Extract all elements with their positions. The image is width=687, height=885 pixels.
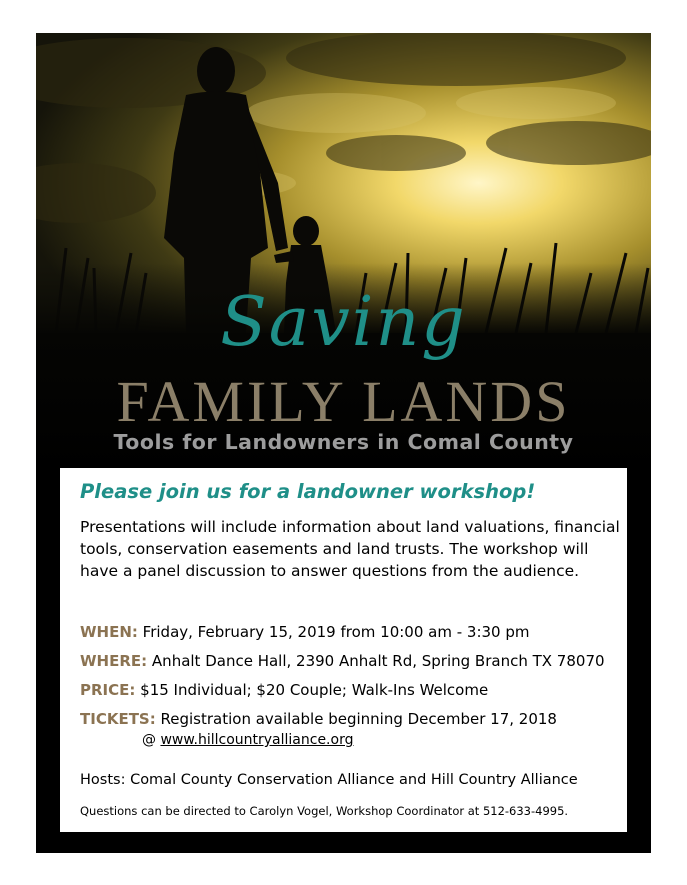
- ticket-link-line: [142, 732, 353, 748]
- detail-value: Friday, February 15, 2019 from 10:00 am - 3:30 pm: [137, 623, 530, 641]
- link-prefix: @: [142, 732, 161, 748]
- invite-heading: Please join us for a landowner workshop!: [80, 480, 536, 503]
- info-panel: [60, 468, 627, 832]
- website-link[interactable]: www.hillcountryalliance.org: [160, 732, 354, 748]
- detail-value: Registration available beginning December 17, 2018: [155, 710, 557, 728]
- detail-label: TICKETS:: [80, 710, 156, 728]
- hosts-line: Hosts: Comal County Conservation Alliance and Hill Country Alliance: [80, 772, 578, 788]
- detail-label: PRICE:: [80, 681, 136, 699]
- detail-when: [80, 623, 529, 641]
- flyer: [36, 33, 651, 853]
- subtitle: Tools for Landowners in Comal County: [113, 430, 574, 454]
- title-family-lands: FAMILY LANDS: [116, 369, 571, 434]
- detail-price: [80, 681, 488, 699]
- intro-paragraph: Presentations will include information about land valuations, financial tools, conservation easements and land trusts. The workshop will have a panel discussion to answer questions from the audience.: [80, 518, 620, 580]
- detail-tickets: [80, 710, 557, 728]
- detail-label: WHEN:: [80, 623, 138, 641]
- detail-value: $15 Individual; $20 Couple; Walk-Ins Welcome: [135, 681, 489, 699]
- detail-value: Anhalt Dance Hall, 2390 Anhalt Rd, Spring Branch TX 78070: [147, 652, 605, 670]
- title-script-saving: Saving: [220, 283, 467, 362]
- detail-label: WHERE:: [80, 652, 148, 670]
- detail-where: [80, 652, 605, 670]
- questions-line: Questions can be directed to Carolyn Vogel, Workshop Coordinator at 512-633-4995.: [80, 804, 569, 818]
